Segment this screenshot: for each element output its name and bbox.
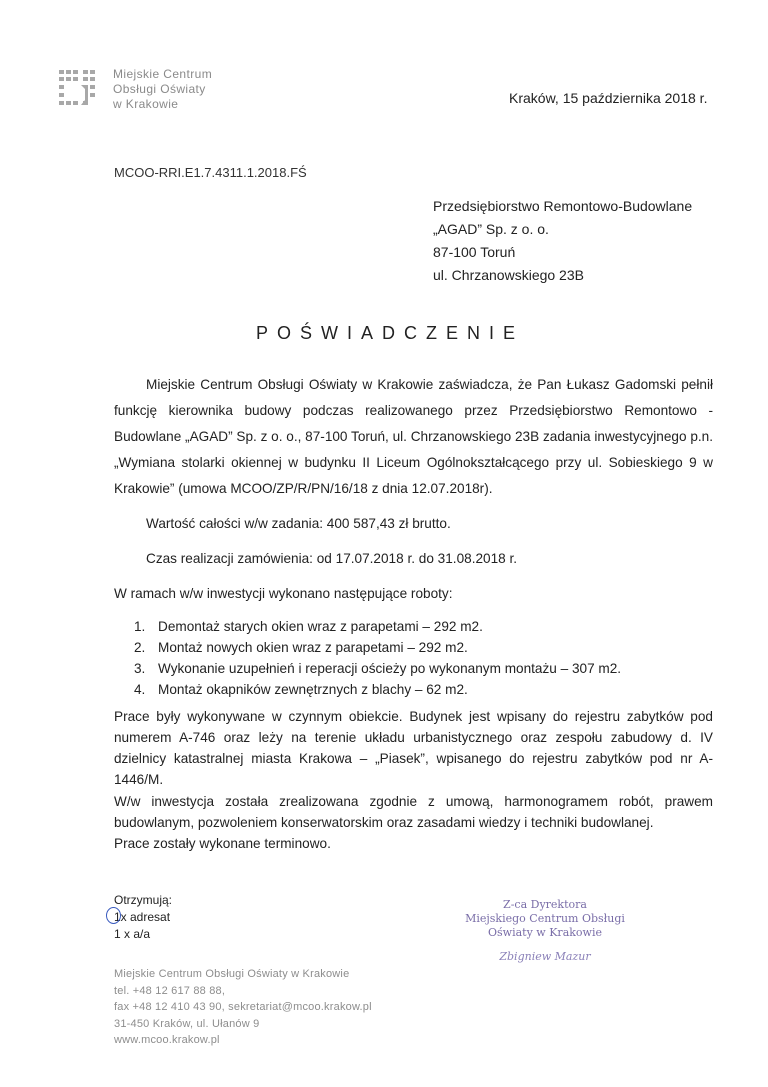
works-list — [134, 616, 694, 700]
list-number: 1. — [134, 619, 146, 634]
period-line: Czas realizacji zamówienia: od 17.07.2018 r. do 31.08.2018 r. — [146, 551, 518, 566]
list-text: Demontaż starych okien wraz z parapetami – 292 m2. — [158, 619, 483, 634]
recipient-item: 1 x a/a — [114, 927, 151, 941]
list-number: 4. — [134, 682, 146, 697]
footer-line: Miejskie Centrum Obsługi Oświaty w Krakowie — [114, 968, 350, 980]
document-title: POŚWIADCZENIE — [255, 323, 524, 343]
addressee-block — [433, 195, 692, 287]
footer-contact — [114, 966, 372, 1049]
compliance-paragraph: W/w inwestycja została zrealizowana zgodnie z umową, harmonogramem robót, prawem budowlanym, pozwoleniem konserwatorskim oraz zasadami wiedzy i techniki budowlanej. — [114, 794, 713, 830]
handwritten-circle-mark — [106, 907, 121, 924]
list-number: 2. — [134, 640, 146, 655]
place-date: Kraków, 15 października 2018 r. — [509, 90, 708, 106]
addressee-line: „AGAD” Sp. z o. o. — [433, 221, 549, 237]
logo-line: w Krakowie — [113, 97, 179, 111]
list-item — [134, 658, 694, 679]
list-text: Montaż nowych okien wraz z parapetami – 292 m2. — [158, 640, 468, 655]
recipient-item: 1x adresat — [114, 910, 171, 924]
list-item — [134, 637, 694, 658]
institution-name — [113, 67, 212, 112]
list-number: 3. — [134, 661, 146, 676]
list-text: Montaż okapników zewnętrznych z blachy – 62 m2. — [158, 682, 468, 697]
signature-stamp — [465, 898, 625, 964]
list-text: Wykonanie uzupełnień i reperacji ościeży po wykonanym montażu – 307 m2. — [158, 661, 622, 676]
list-item — [134, 679, 694, 700]
intro-text: Miejskie Centrum Obsługi Oświaty w Krakowie zaświadcza, że Pan Łukasz Gadomski pełnił funkcję kierownika budowy podczas realizowanego przez Przedsiębiorstwo Remontowo - Budowlane „AGAD” Sp. z o. o., 87-100 Toruń, ul. Chrzanowskiego 23B zadania inwestycyjnego p.n. „Wymiana stolarki okiennej w budynku II Liceum Ogólnokształcącego przy ul. Sobieskiego 9 w Krakowie” (umowa MCOO/ZP/R/PN/16/18 z dnia 12.07.2018r). — [114, 377, 713, 496]
signature: Zbigniew Mazur — [499, 950, 591, 963]
footer-line: fax +48 12 410 43 90, sekretariat@mcoo.krakow.pl — [114, 1001, 372, 1013]
heritage-paragraph: Prace były wykonywane w czynnym obiekcie. Budynek jest wpisany do rejestru zabytków pod numerem A-746 oraz leży na terenie układu urbanistycznego oraz zespołu zabudowy d. IV dzielnicy katastralnej miasta Krakowa – „Piasek”, wpisanego do rejestru zabytków pod nr A-1446/M. — [114, 709, 713, 787]
institution-logo — [59, 70, 95, 108]
reference-number: MCOO-RRI.E1.7.4311.1.2018.FŚ — [114, 165, 307, 180]
addressee-line: Przedsiębiorstwo Remontowo-Budowlane — [433, 198, 693, 214]
list-item — [134, 616, 694, 637]
addressee-line: 87-100 Toruń — [433, 244, 516, 260]
footer-line: 31-450 Kraków, ul. Ułanów 9 — [114, 1017, 260, 1030]
footer-website[interactable]: www.mcoo.krakow.pl — [114, 1034, 220, 1046]
intro-paragraph — [114, 372, 713, 502]
value-line: Wartość całości w/w zadania: 400 587,43 zł brutto. — [146, 516, 451, 531]
works-intro: W ramach w/w inwestycji wykonano następujące roboty: — [114, 586, 453, 601]
recipients-block — [114, 892, 172, 943]
timely-line: Prace zostały wykonane terminowo. — [114, 836, 331, 851]
addressee-line: ul. Chrzanowskiego 23B — [433, 267, 584, 283]
logo-line: Miejskie Centrum — [113, 67, 213, 81]
stamp-line: Oświaty w Krakowie — [488, 926, 602, 939]
logo-line: Obsługi Oświaty — [113, 82, 206, 96]
recipients-label: Otrzymują: — [114, 893, 173, 907]
footer-line: tel. +48 12 617 88 88, — [114, 984, 226, 997]
stamp-line: Miejskiego Centrum Obsługi — [465, 912, 625, 925]
stamp-line: Z-ca Dyrektora — [503, 898, 587, 911]
